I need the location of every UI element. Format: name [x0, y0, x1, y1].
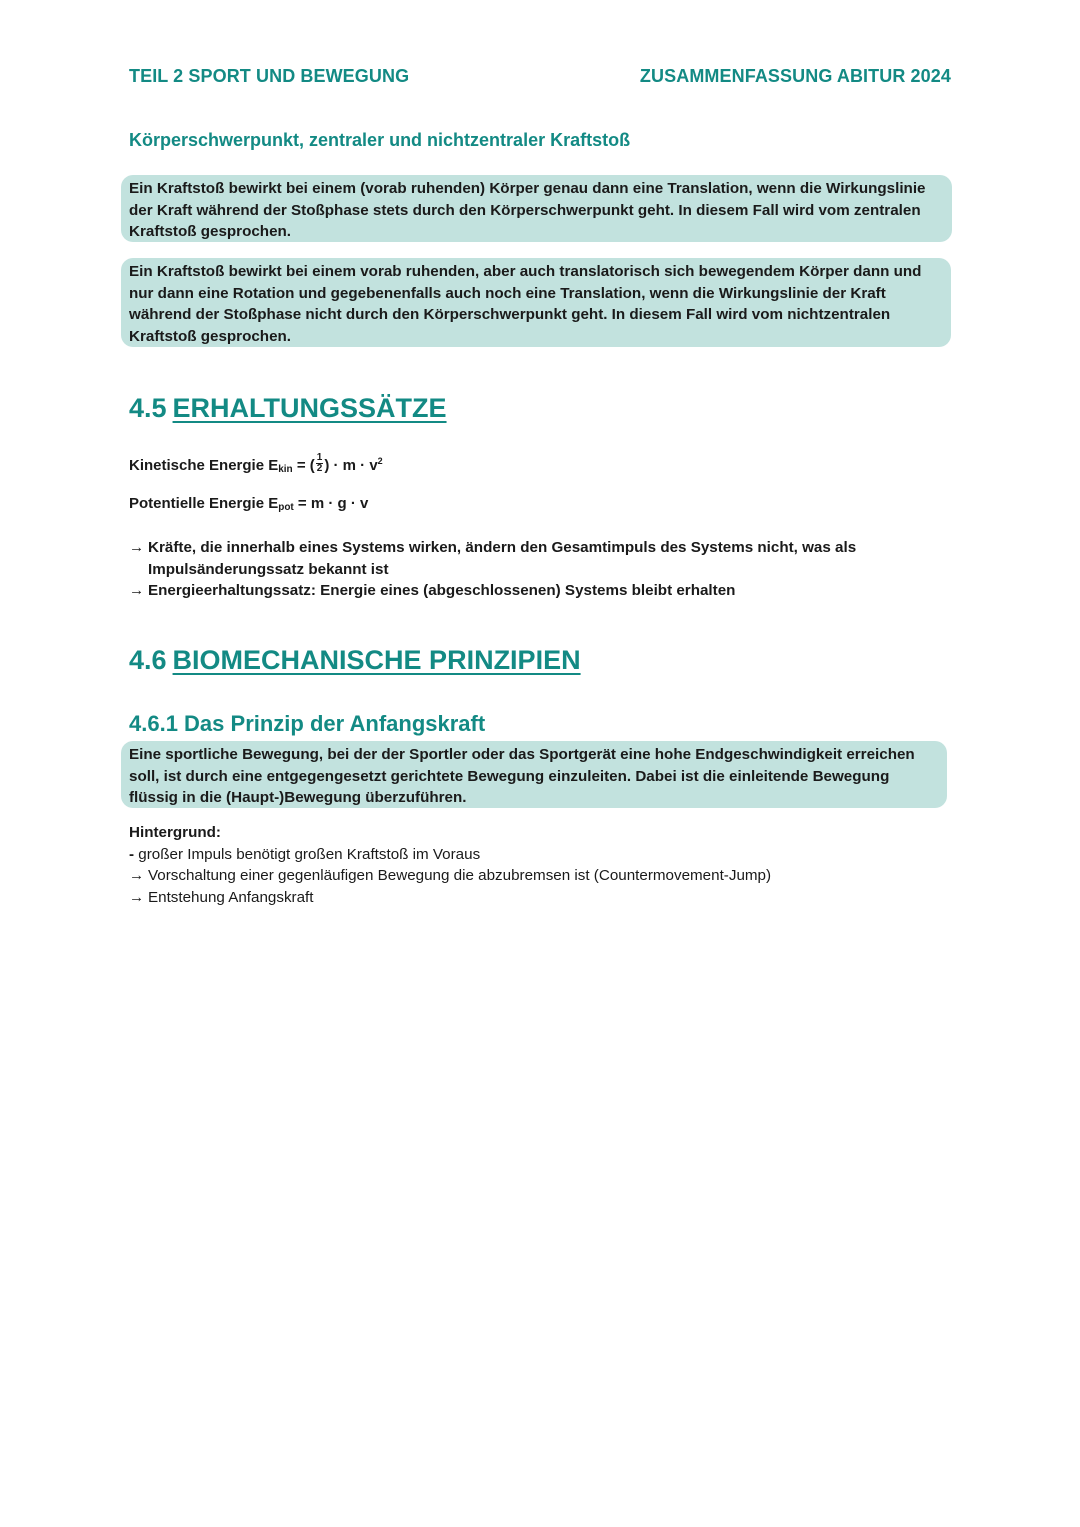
formula-label: Potentielle Energie E [129, 495, 279, 512]
formula-subscript: kin [278, 464, 293, 475]
heading-title: ERHALTUNGSSÄTZE [172, 393, 447, 423]
page-header [129, 66, 951, 87]
heading-number: 4.5 [129, 393, 167, 423]
formula-superscript: 2 [377, 456, 383, 466]
heading-erhaltungssaetze [129, 393, 447, 424]
header-left: TEIL 2 SPORT UND BEWEGUNG [129, 66, 410, 86]
box-line: Eine sportliche Bewegung, bei der der Sportler oder das Sportgerät eine hohe Endgeschwindigkeit erreichen [129, 746, 915, 763]
fraction [316, 453, 324, 474]
arrow-icon: → [129, 582, 145, 599]
formula-potential-energy [129, 495, 368, 513]
heading-biomechanische-prinzipien [129, 645, 581, 676]
box-line: soll, ist durch eine entgegengesetzt gerichtete Bewegung einzuleiten. Dabei ist die einleitende Bewegung [129, 767, 890, 785]
formula-subscript: pot [278, 502, 294, 513]
list-item [129, 887, 951, 909]
heading-prinzip-anfangskraft: 4.6.1 Das Prinzip der Anfangskraft [129, 711, 486, 736]
list-item-line: Impulsänderungssatz bekannt ist [148, 560, 389, 578]
list-item [129, 844, 951, 866]
box-line: Ein Kraftstoß bewirkt bei einem (vorab ruhenden) Körper genau dann eine Translation, wenn die Wirkungslinie [129, 180, 926, 197]
heading-number: 4.6 [129, 645, 167, 675]
heading-title: BIOMECHANISCHE PRINZIPIEN [172, 645, 581, 675]
arrow-icon: → [129, 867, 145, 884]
list-item [129, 537, 951, 580]
list-item-text: großer Impuls benötigt großen Kraftstoß im Voraus [138, 845, 481, 863]
box-line: Kraftstoß gesprochen. [129, 223, 292, 240]
box-line: Kraftstoß gesprochen. [129, 327, 292, 345]
list-item [129, 580, 951, 602]
list-item-text: Energieerhaltungssatz: Energie eines (abgeschlossenen) Systems bleibt erhalten [148, 582, 736, 599]
header-right: ZUSAMMENFASSUNG ABITUR 2024 [639, 66, 951, 86]
formula-rest: = m · g · v [293, 495, 369, 512]
definition-box-central-impulse [121, 175, 952, 242]
conservation-list [129, 537, 951, 602]
list-item-text: Entstehung Anfangskraft [148, 888, 314, 906]
box-line: nur dann eine Rotation und gegebenenfalls auch noch eine Translation, wenn die Wirkungslinie der Kraft [129, 284, 886, 302]
formula-kinetic-energy [129, 451, 383, 475]
fraction-denominator: 2 [316, 462, 323, 474]
dash-bullet: - [129, 845, 135, 863]
box-line: während der Stoßphase nicht durch den Körperschwerpunkt geht. In diesem Fall wird vom nichtzentralen [129, 306, 891, 323]
list-item-text: Vorschaltung einer gegenläufigen Bewegung die abzubremsen ist (Countermovement-Jump) [148, 867, 772, 884]
list-item-text [148, 537, 856, 580]
definition-box-noncentral-impulse [121, 258, 951, 347]
background-label: Hintergrund: [129, 824, 221, 841]
list-item-line: Kräfte, die innerhalb eines Systems wirken, ändern den Gesamtimpuls des Systems nicht, was als [148, 539, 857, 556]
box-line: flüssig in die (Haupt-)Bewegung überzuführen. [129, 789, 467, 806]
arrow-icon: → [129, 539, 145, 556]
arrow-icon: → [129, 888, 145, 906]
background-notes [129, 822, 951, 908]
box-line: der Kraft während der Stoßphase stets durch den Körperschwerpunkt geht. In diesem Fall wird vom zentralen [129, 201, 921, 219]
definition-box-anfangskraft [121, 741, 947, 808]
fraction-numerator: 1 [316, 451, 323, 463]
list-item [129, 865, 951, 887]
section-subtitle: Körperschwerpunkt, zentraler und nichtzentraler Kraftstoß [129, 130, 631, 150]
formula-rest: ) · m · v [324, 457, 378, 474]
formula-eq: = ( [292, 457, 315, 474]
formula-label: Kinetische Energie E [129, 457, 279, 474]
box-line: Ein Kraftstoß bewirkt bei einem vorab ruhenden, aber auch translatorisch sich bewegendem Körper dann und [129, 263, 922, 280]
